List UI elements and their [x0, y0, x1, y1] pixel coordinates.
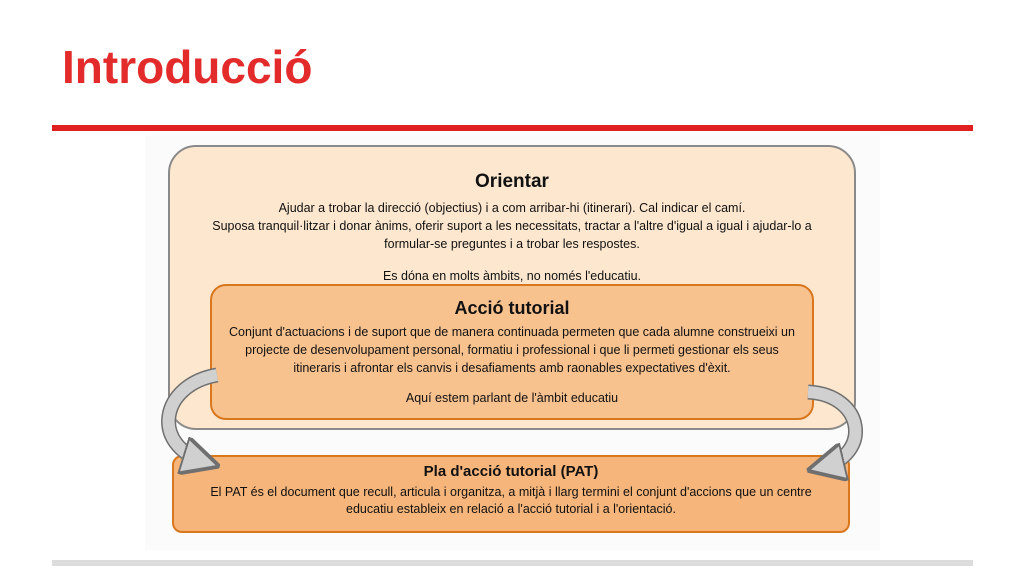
accio-tutorial-heading: Acció tutorial — [454, 298, 570, 318]
orientar-line-2: Suposa tranquil·litzar i donar ànims, oferir suport a les necessitats, tractar a l'altre d'igual a igual i ajudar-lo a formular-se preguntes i a trobar les respostes. — [212, 219, 812, 251]
accio-tutorial-text: Conjunt d'actuacions i de suport que de manera continuada permeten que cada alumne construeixi un projecte de desenvolupament personal, formatiu i professional i que li permeti gestionar els seus itineraris i afrontar els canvis i desafiaments amb raonables expectatives d'èxit. — [229, 325, 795, 375]
pat-box — [172, 455, 850, 533]
pat-text: El PAT és el document que recull, articula i organitza, a mitjà i llarg termini el conjunt d'accions que un centre educatiu estableix en relació a l'acció tutorial i a l'orientació. — [210, 485, 812, 516]
title-divider — [52, 125, 973, 131]
orientar-line-1: Ajudar a trobar la direcció (objectius) i a com arribar-hi (itinerari). Cal indicar el camí. — [278, 201, 746, 215]
orientar-note: Es dóna en molts àmbits, no només l'educatiu. — [382, 269, 642, 283]
accio-tutorial-box — [210, 284, 814, 420]
accio-tutorial-note: Aquí estem parlant de l'àmbit educatiu — [405, 391, 619, 405]
orientar-heading: Orientar — [475, 171, 549, 192]
bottom-divider — [52, 560, 973, 566]
page-title: Introducció — [62, 41, 313, 93]
pat-heading: Pla d'acció tutorial (PAT) — [423, 463, 599, 480]
